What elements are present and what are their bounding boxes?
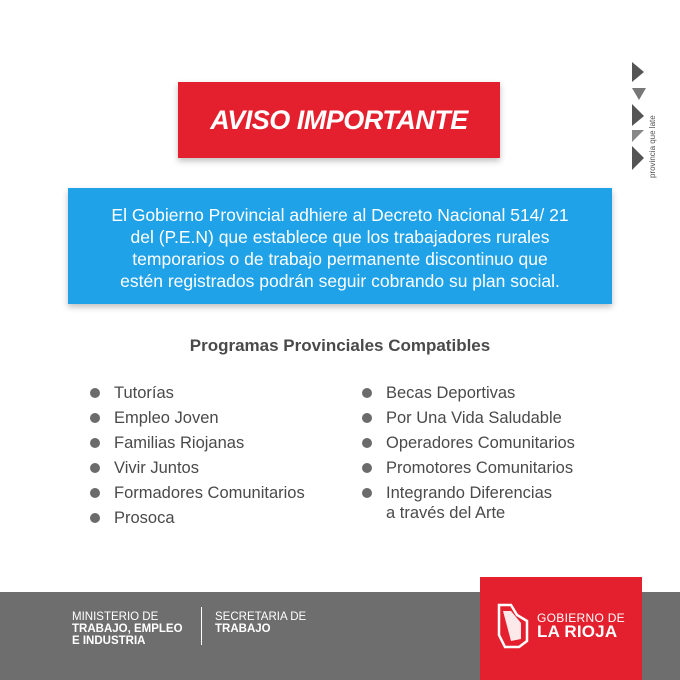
list-item: Tutorías	[90, 383, 360, 403]
list-item: Formadores Comunitarios	[90, 483, 360, 503]
programs-list-left	[90, 383, 360, 533]
list-item: Por Una Vida Saludable	[362, 408, 642, 428]
bullet-icon	[90, 463, 100, 473]
banner-title: AVISO IMPORTANTE	[210, 104, 468, 135]
list-item: Becas Deportivas	[362, 383, 642, 403]
programs-list-right	[362, 383, 642, 528]
bullet-icon	[362, 413, 372, 423]
bullet-icon	[362, 488, 372, 498]
list-item: Vivir Juntos	[90, 458, 360, 478]
ministry-label: MINISTERIO DE TRABAJO, EMPLEO E INDUSTRIA	[72, 611, 183, 647]
tagline-text: provincia que late	[648, 115, 657, 178]
notice-line: El Gobierno Provincial adhiere al Decreto Nacional 514/ 21	[111, 205, 569, 225]
notice-box	[68, 188, 612, 304]
bullet-icon	[90, 413, 100, 423]
side-tagline	[648, 110, 660, 180]
la-rioja-label: LA RIOJA	[537, 622, 618, 641]
list-item: Prosoca	[90, 508, 360, 528]
footer-divider	[201, 607, 202, 645]
secretaria-label: SECRETARIA DE TRABAJO	[215, 611, 307, 635]
list-item: Operadores Comunitarios	[362, 433, 642, 453]
list-item: Familias Riojanas	[90, 433, 360, 453]
bullet-icon	[362, 388, 372, 398]
bullet-icon	[362, 463, 372, 473]
notice-line: del (P.E.N) que establece que los trabajadores rurales	[130, 227, 550, 247]
aviso-banner	[178, 82, 500, 158]
programs-title: Programas Provinciales Compatibles	[189, 336, 491, 355]
bullet-icon	[90, 388, 100, 398]
list-item: Integrando Diferencias a través del Arte	[362, 483, 642, 523]
notice-line: estén registrados podrán seguir cobrando su plan social.	[120, 271, 560, 291]
notice-text	[80, 204, 600, 292]
list-item: Empleo Joven	[90, 408, 360, 428]
bullet-icon	[90, 513, 100, 523]
la-rioja-map-icon	[497, 601, 531, 649]
list-item: Promotores Comunitarios	[362, 458, 642, 478]
bullet-icon	[90, 488, 100, 498]
bullet-icon	[362, 438, 372, 448]
notice-line: temporarios o de trabajo permanente discontinuo que	[132, 249, 548, 269]
bullet-icon	[90, 438, 100, 448]
gobierno-label: GOBIERNO DE	[537, 611, 625, 625]
